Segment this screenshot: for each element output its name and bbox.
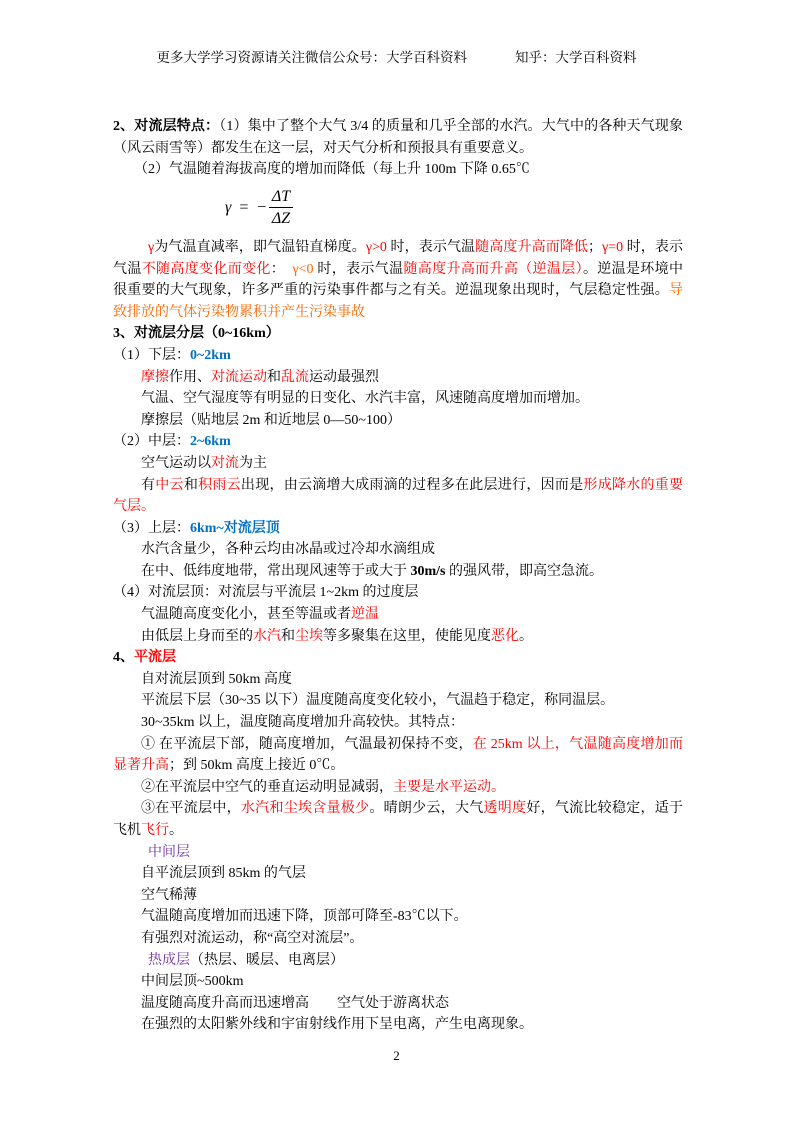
lapse-rate-formula [225,188,683,228]
text-run: γ>0 [365,239,387,255]
text-run: 随高度升高而升高（逆温层） [403,261,583,277]
text-run: 对流 [211,455,239,471]
text-run: 主要是水平运动。 [393,779,505,795]
text-run: （2）中层： [113,434,190,450]
text-run: 中云 [155,477,184,493]
text-run: 气温、空气湿度等有明显的日变化、水汽丰富，风速随高度增加而增加。 [141,391,589,407]
text-run: 乱流 [281,369,309,385]
text-run: 恶化 [491,628,519,644]
text-run: （1）下层： [113,347,190,363]
subheading-mesosphere [113,842,683,864]
paragraph [113,777,683,799]
paragraph [113,928,683,950]
text-run: γ=0 [602,239,624,255]
paragraph [113,863,683,885]
paragraph [113,453,683,475]
paragraph [113,431,683,453]
formula-denominator: ΔZ [271,210,291,228]
paragraph [113,367,683,389]
text-run: （热层、暖层、电离层） [190,952,344,968]
text-run: 在强烈的太阳紫外线和宇宙射线作用下呈电离，产生电离现象。 [141,1017,533,1033]
header-right-text: 知乎：大学百科资料 [515,50,637,65]
paragraph [113,237,683,323]
text-run: 作用、 [169,369,211,385]
text-run: ②在平流层中空气的垂直运动明显减弱， [141,779,393,795]
text-run: 气温随高度变化小，甚至等温或者 [141,607,351,623]
text-run: 2、对流层特点： [113,119,220,134]
text-run: 时，表示气温 [313,261,404,277]
text-run: 和 [183,477,199,493]
text-run: ； [588,239,602,255]
text-run: 好，气流比较稳定，适于飞机 [113,801,684,838]
paragraph [113,410,683,432]
paragraph [113,345,683,367]
text-run: 时，表示气温 [113,239,684,277]
formula-minus-sign: − [256,199,267,217]
text-run: 在 25km 以上，气温随高度增加而显著升高 [113,736,683,774]
page-header [0,46,793,66]
paragraph [113,475,683,518]
formula-equals-sign: = [238,199,250,217]
text-run: 自对流层顶到 50km 高度 [141,671,292,687]
text-run: 出现，由云滴增大成雨滴的过程多在此层进行，因而是 [240,477,584,493]
paragraph [113,971,683,993]
text-run: 中间层 [148,844,190,860]
text-run: 在中、低纬度地带，常出现风速等于或大于 [141,563,411,579]
paragraph [113,712,683,734]
paragraph [113,626,683,648]
text-run: 和 [267,369,281,385]
text-run: 为主 [239,455,267,471]
text-run: 飞行 [141,823,169,838]
text-run: ；到 50km 高度上接近 0℃。 [169,758,345,774]
text-run: （4）对流层顶：对流层与平流层 1~2km 的过度层 [113,585,419,601]
text-run: 。 [519,628,533,644]
text-run: ③在平流层中， [141,801,241,817]
text-run: 30~35km 以上，温度随高度增加升高较快。其特点： [141,715,464,731]
text-run: 4、 [113,650,134,666]
formula-numerator: ΔT [269,188,293,209]
text-run: 2~6km [190,434,231,450]
text-run: γ<0 [292,261,314,277]
text-run: 水汽 [253,628,281,644]
text-run: 尘埃 [295,628,323,644]
text-run: 随高度升高而降低 [475,239,588,255]
text-run: 水汽含量少，各种云均由冰晶或过冷却水滴组成 [141,542,435,558]
text-run: γ [148,239,155,255]
paragraph [113,604,683,626]
text-run: 等多聚集在这里，使能见度 [323,628,491,644]
document-body [113,116,683,1036]
text-run: 平流层下层（30~35 以下）温度随高度变化较小，气温趋于稳定，称同温层。 [141,693,615,709]
formula-fraction [269,188,293,228]
text-run: ① 在平流层下部，随高度增加，气温最初保持不变， [141,736,473,752]
heading-troposphere-layers [113,323,683,345]
text-run: 30m/s [410,563,446,579]
paragraph [113,690,683,712]
paragraph [113,159,683,181]
text-run: （1）集中了整个大气 3/4 的质量和几乎全部的水汽。大气中的各种天气现象（风云雨雪等）都发生在这一层，对天气分析和预报具有重要意义。 [113,119,684,156]
text-run: 3、对流层分层（0~16km） [113,326,280,342]
text-run: 有 [141,477,156,493]
text-run: 运动最强烈 [309,369,379,385]
paragraph [113,1014,683,1036]
text-run: 的强风带，即高空急流。 [445,563,603,579]
text-run: （3）上层： [113,520,190,536]
text-run: 为气温直减率，即气温铅直梯度。 [154,239,366,255]
text-run: 摩擦层（贴地层 2m 和近地层 0—50~100） [141,412,401,428]
text-run: 透明度 [483,801,527,817]
text-run: 逆温 [351,607,379,623]
paragraph [113,518,683,540]
text-run: 0~2km [190,347,231,363]
text-run: 自平流层顶到 85km 的气层 [141,866,306,882]
paragraph [113,734,683,777]
text-run: 形成降水的重要气层。 [113,477,684,515]
text-run: 导致排放的气体污染物累积并产生污染事故 [113,283,683,320]
paragraph [113,906,683,928]
heading-troposphere-features [113,116,683,159]
text-run: 热成层 [148,952,190,968]
text-run: 。 [169,823,183,838]
paragraph [113,582,683,604]
text-run: 空气稀薄 [141,887,197,903]
text-run: 6km~对流层顶 [190,520,280,536]
text-run: 中间层顶~500km [141,974,244,990]
header-left-text: 更多大学学习资源请关注微信公众号：大学百科资料 [156,50,467,65]
text-run: 。晴朗少云，大气 [369,801,484,817]
text-run: 不随高度变化而变化 [141,261,271,277]
text-run: （2）气温随着海拔高度的增加而降低（每上升 100m 下降 0.65℃ [134,162,530,178]
text-run: 温度随高度升高而迅速增高 空气处于游离状态 [141,995,449,1011]
page-number: 2 [393,1048,400,1063]
text-run: 水汽和尘埃含量极少 [240,801,370,817]
paragraph [113,885,683,907]
text-run: 。逆温是环境中很重要的大气现象，许多严重的污染事件都与之有关。逆温现象出现时，气层稳定性强。 [113,261,683,299]
text-run: 平流层 [134,650,176,666]
text-run: 积雨云 [198,477,241,493]
formula-gamma: γ [225,199,232,217]
paragraph [113,669,683,691]
heading-stratosphere [113,647,683,669]
text-run: 摩擦 [141,369,169,385]
page-footer [0,1048,793,1064]
text-run: 由低层上身而至的 [141,628,253,644]
paragraph [113,993,683,1015]
paragraph [113,388,683,410]
text-run: 有强烈对流运动，称“高空对流层”。 [141,930,364,946]
text-run: 对流运动 [211,369,267,385]
text-run: 和 [281,628,295,644]
text-run: 气温随高度增加而迅速下降，顶部可降至-83℃以下。 [141,909,468,925]
text-run: 空气运动以 [141,455,211,471]
paragraph [113,561,683,583]
text-run: 时，表示气温 [386,239,476,255]
paragraph [113,798,683,841]
subheading-thermosphere [113,950,683,972]
paragraph [113,539,683,561]
text-run: ： [270,261,293,277]
